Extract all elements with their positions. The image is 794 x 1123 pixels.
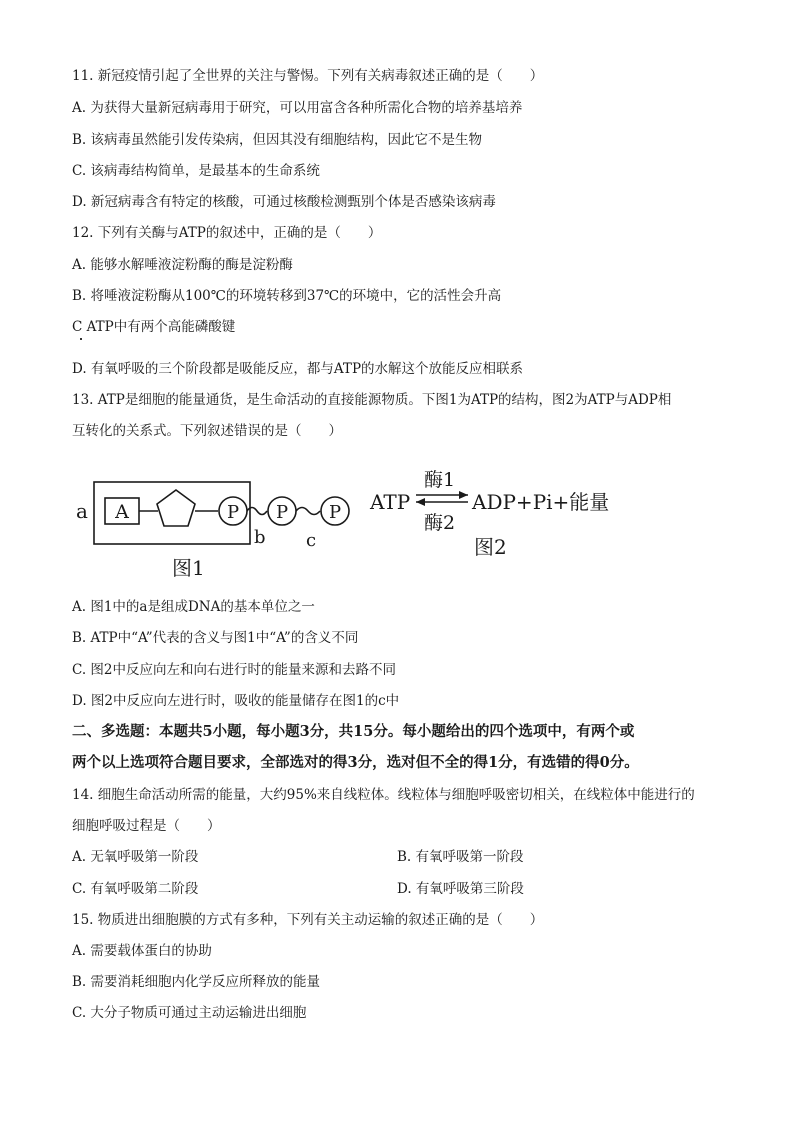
- q13-stem-line1: 13. ATP是细胞的能量通货，是生命活动的直接能源物质。下图1为ATP的结构，图2为ATP与ADP相: [72, 392, 672, 408]
- q11-option-b: B. 该病毒虽然能引发传染病，但因其没有细胞结构，因此它不是生物: [72, 132, 483, 148]
- q14-stem-line1: 14. 细胞生命活动所需的能量，大约95%来自线粒体。线粒体与细胞呼吸密切相关，在线粒体中能进行的: [72, 787, 695, 803]
- figure1-ribose-pentagon: [157, 490, 195, 526]
- figure1-phosphate-1-label: P: [226, 502, 240, 523]
- q15-option-b: B. 需要消耗细胞内化学反应所释放的能量: [72, 974, 321, 990]
- figure2-atp: ATP: [370, 490, 411, 514]
- q13-option-b: B. ATP中“A”代表的含义与图1中“A”的含义不同: [72, 630, 359, 646]
- q15-option-a: A. 需要载体蛋白的协助: [72, 943, 212, 959]
- figure2-products: ADP+Pi+能量: [472, 490, 610, 514]
- q14-option-a: A. 无氧呼吸第一阶段: [72, 849, 199, 865]
- section2-heading-line2: 两个以上选项符合题目要求，全部选对的得3分，选对但不全的得1分，有选错的得0分。: [72, 754, 639, 771]
- q12-option-c: C ATP中有两个高能磷酸键: [72, 319, 236, 335]
- figure2-enzyme-1: 酶1: [424, 469, 456, 491]
- figure1-base-label: A: [115, 501, 129, 523]
- q11-option-c: C. 该病毒结构简单，是最基本的生命系统: [72, 163, 320, 179]
- q13-option-a: A. 图1中的a是组成DNA的基本单位之一: [72, 599, 315, 615]
- q13-stem-line2: 互转化的关系式。下列叙述错误的是（ ）: [72, 423, 342, 439]
- q11-stem: 11. 新冠疫情引起了全世界的关注与警惕。下列有关病毒叙述正确的是（ ）: [72, 68, 544, 84]
- q11-option-a: A. 为获得大量新冠病毒用于研究，可以用富含各种所需化合物的培养基培养: [72, 100, 523, 116]
- figure1-phosphate-2-label: P: [275, 502, 289, 523]
- q15-option-c: C. 大分子物质可通过主动运输进出细胞: [72, 1005, 307, 1021]
- figure1-label-b: b: [254, 527, 266, 548]
- stray-dot: [80, 338, 82, 340]
- q14-option-b: B. 有氧呼吸第一阶段: [397, 849, 524, 865]
- q15-stem: 15. 物质进出细胞膜的方式有多种，下列有关主动运输的叙述正确的是（ ）: [72, 912, 544, 928]
- q14-stem-line2: 细胞呼吸过程是（ ）: [72, 818, 221, 834]
- figure2-atp-adp-equation: [369, 469, 609, 559]
- q14-option-c: C. 有氧呼吸第二阶段: [72, 881, 199, 897]
- figure1-label-c: c: [306, 530, 317, 551]
- figure1-phosphate-3-label: P: [328, 502, 342, 523]
- q12-option-a: A. 能够水解唾液淀粉酶的酶是淀粉酶: [72, 257, 293, 273]
- q11-option-d: D. 新冠病毒含有特定的核酸，可通过核酸检测甄别个体是否感染该病毒: [72, 194, 496, 210]
- figure1-label-a: a: [76, 499, 88, 523]
- figure1-high-energy-bond-c: [296, 508, 320, 515]
- figure2-enzyme-2: 酶2: [424, 512, 456, 534]
- figure2-caption: 图2: [474, 535, 507, 559]
- q12-option-d: D. 有氧呼吸的三个阶段都是吸能反应，都与ATP的水解这个放能反应相联系: [72, 361, 524, 377]
- q13-option-d: D. 图2中反应向左进行时，吸收的能量储存在图1的c中: [72, 693, 400, 709]
- q12-option-b: B. 将唾液淀粉酶从100℃的环境转移到37℃的环境中，它的活性会升高: [72, 288, 502, 304]
- section2-heading-line1: 二、多选题：本题共5小题，每小题3分，共15分。每小题给出的四个选项中，有两个或: [72, 723, 635, 740]
- q13-option-c: C. 图2中反应向左和向右进行时的能量来源和去路不同: [72, 662, 397, 678]
- q13-figure: [70, 462, 630, 584]
- q14-option-d: D. 有氧呼吸第三阶段: [397, 881, 524, 897]
- q12-stem: 12. 下列有关酶与ATP的叙述中，正确的是（ ）: [72, 225, 382, 241]
- figure2-forward-arrowhead: [459, 491, 468, 499]
- figure1-atp-structure: [76, 482, 349, 580]
- figure1-caption: 图1: [172, 556, 205, 580]
- figure2-reverse-arrowhead: [416, 498, 425, 506]
